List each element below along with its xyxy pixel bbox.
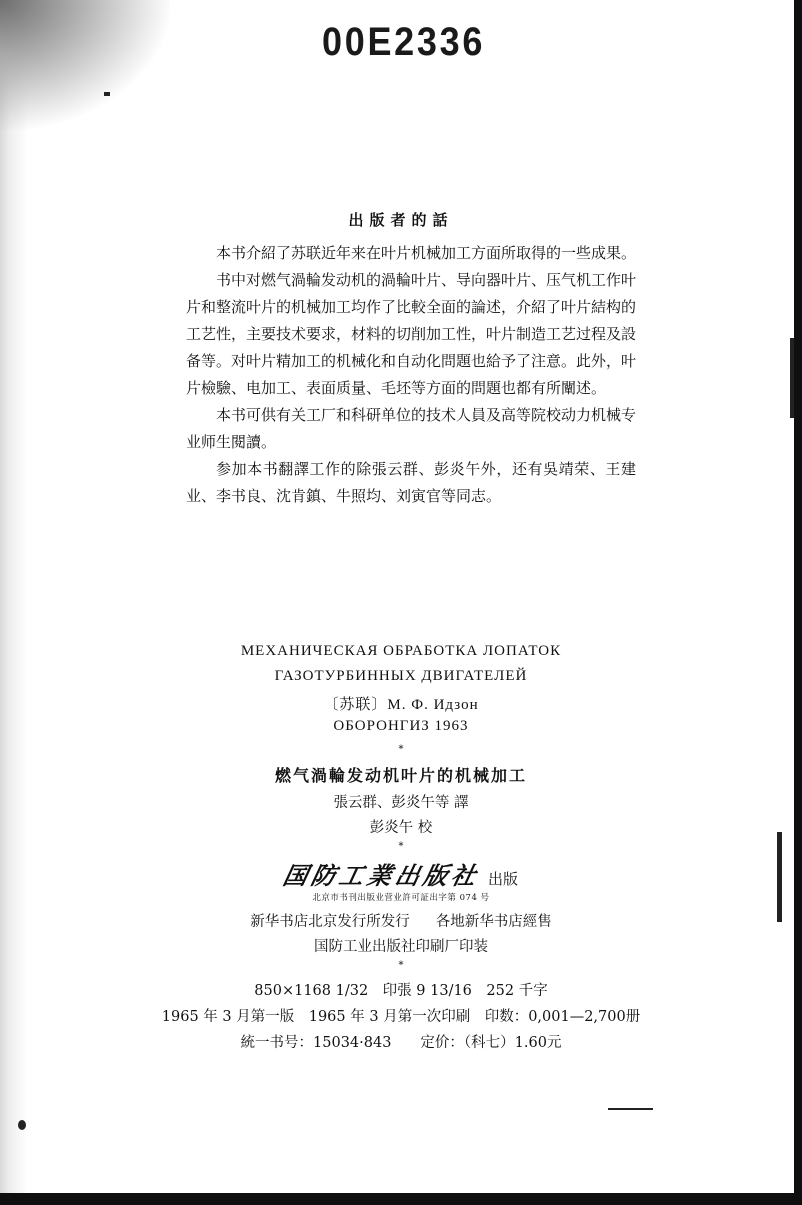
- original-title-line1: МЕХАНИЧЕСКАЯ ОБРАБОТКА ЛОПАТОК: [240, 643, 562, 659]
- separator-star: *: [398, 744, 404, 755]
- format-line: 850×1168 1/32 印張 9 13/16 252 千字: [254, 983, 548, 999]
- scan-mark: [18, 1120, 26, 1130]
- publisher-line: [0, 856, 802, 891]
- publisher-logo: 国防工業出版社: [280, 861, 483, 890]
- publisher-suffix: 出版: [487, 870, 518, 888]
- original-title-line2: ГАЗОТУРБИННЫХ ДВИГАТЕЛЕЙ: [274, 668, 528, 684]
- preface-paragraph: 本书介紹了苏联近年来在叶片机械加工方面所取得的一些成果。: [216, 244, 637, 262]
- preface-paragraph: 参加本书翻譯工作的除張云群、彭炎午外，还有吳靖荣、王建业、李书良、沈肯鎮、牛照均、刘寅官等同志。: [186, 460, 636, 505]
- scan-border-bottom: [0, 1193, 802, 1205]
- license-number: 北京市书刊出版业营业許可証出字第 074 号: [312, 893, 490, 903]
- scan-mark: [608, 1108, 653, 1110]
- retailer: 各地新华书店經售: [435, 914, 552, 930]
- translators: 張云群、彭炎午等 譯: [333, 795, 469, 811]
- separator-star: *: [398, 841, 404, 852]
- preface-heading: 出版者的話: [348, 211, 454, 229]
- preface-body: [186, 240, 636, 510]
- serial-stamp: 00E2336: [322, 20, 486, 64]
- isbn-price-line: 統一书号：15034·843 定价：（科七）1.60元: [240, 1035, 562, 1051]
- distributor: 新华书店北京发行所发行: [250, 914, 410, 930]
- distribution-line: [0, 910, 802, 931]
- original-author: 〔苏联〕М. Ф. Идзон: [323, 697, 479, 713]
- scan-mark: [790, 338, 794, 418]
- chinese-book-title: 燃气渦輪发动机叶片的机械加工: [274, 766, 527, 785]
- edition-line: 1965 年 3 月第一版 1965 年 3 月第一次印刷 印数：0,001—2,700册: [161, 1009, 641, 1025]
- scan-shadow-corner: [0, 0, 170, 130]
- proofreader: 彭炎午 校: [369, 820, 433, 836]
- original-publisher: ОБОРОНГИЗ 1963: [333, 718, 469, 734]
- preface-paragraph: 书中对燃气渦輪发动机的渦輪叶片、导向器叶片、压气机工作叶片和整流叶片的机械加工均作了比較全面的論述，介紹了叶片結构的工艺性，主要技术要求，材料的切削加工性，叶片制造工艺过程及設备等。对叶片精加工的机械化和自动化問題也給予了注意。此外，叶片檢驗、电加工、表面质量、毛坯等方面的問題也都有所闡述。: [186, 271, 637, 397]
- printer: 国防工业出版社印刷厂印装: [314, 939, 488, 955]
- scan-mark: [777, 832, 782, 922]
- preface-paragraph: 本书可供有关工厂和科研单位的技术人員及高等院校动力机械专业师生閱讀。: [186, 406, 637, 451]
- scan-mark: [104, 92, 110, 96]
- separator-star: *: [398, 960, 404, 971]
